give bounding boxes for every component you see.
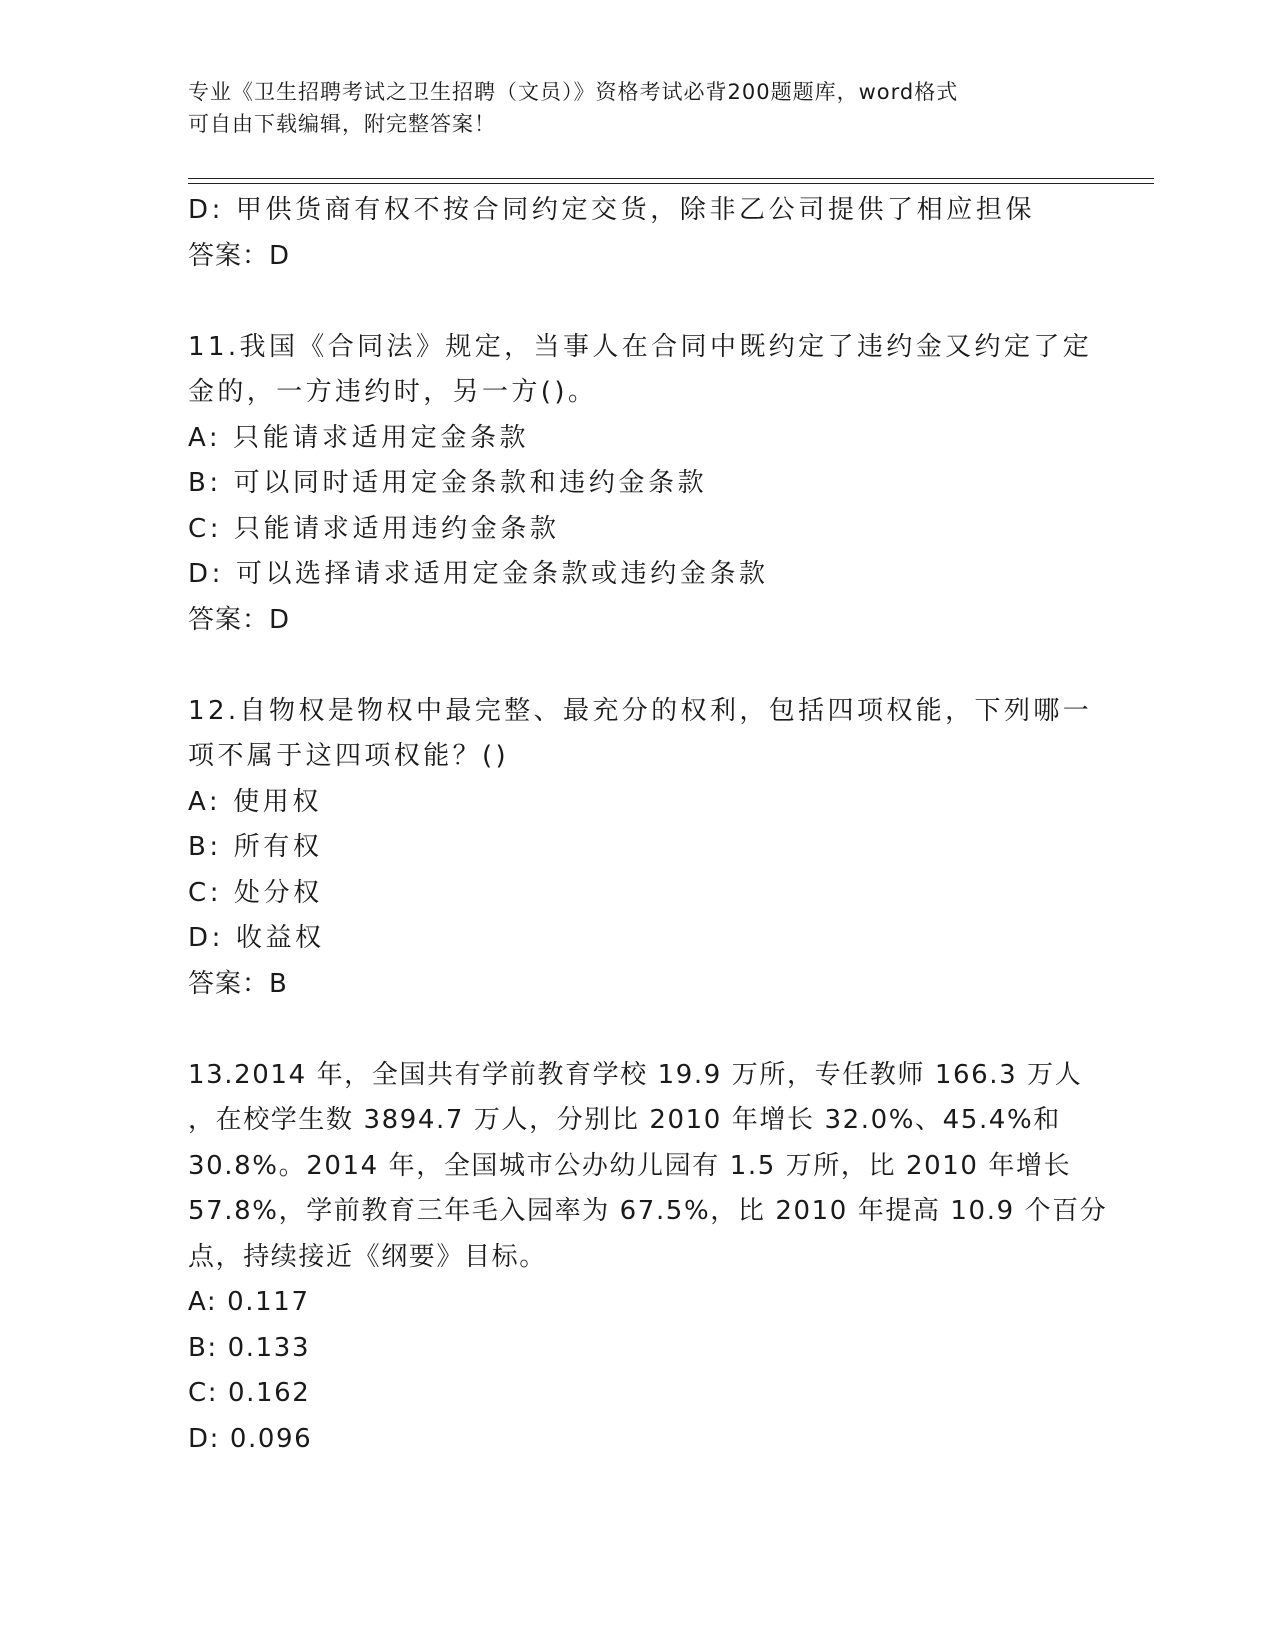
option-b: B: 0.133 — [188, 1332, 311, 1363]
option-a: A: 使用权 — [188, 786, 322, 817]
option-c: C: 0.162 — [188, 1378, 311, 1408]
question-stem — [188, 1053, 1108, 1281]
header-line-1: 专业《卫生招聘考试之卫生招聘（文员）》资格考试必背200题题库，word格式 — [188, 80, 959, 104]
stem-line: 57.8%，学前教育三年毛入园率为 67.5%，比 2010 年提高 10.9 个百分 — [188, 1196, 1108, 1226]
option-a: A: 0.117 — [188, 1287, 310, 1317]
answer-line: 答案：D — [188, 604, 291, 635]
option-c: C: 处分权 — [188, 877, 323, 908]
option-d: D: 可以选择请求适用定金条款或违约金条款 — [188, 559, 769, 589]
stem-line: 30.8%。2014 年，全国城市公办幼儿园有 1.5 万所，比 2010 年增长 — [188, 1150, 1072, 1181]
question-13 — [188, 1053, 1108, 1463]
stem-line: 金的，一方违约时，另一方()。 — [188, 377, 598, 407]
header-divider-top — [188, 178, 1154, 179]
stem-line: 11.我国《合同法》规定，当事人在合同中既约定了违约金又约定了定 — [188, 331, 1093, 362]
spacer — [188, 1007, 1088, 1053]
question-content — [188, 188, 1108, 1462]
header-line-2: 可自由下载编辑，附完整答案！ — [188, 112, 496, 136]
header-divider-bottom — [188, 183, 1154, 184]
spacer — [188, 643, 1088, 689]
option-c: C: 只能请求适用违约金条款 — [188, 513, 560, 544]
option-b: B: 可以同时适用定金条款和违约金条款 — [188, 468, 708, 498]
option-b: B: 所有权 — [188, 832, 323, 862]
option-d: D: 甲供货商有权不按合同约定交货，除非乙公司提供了相应担保 — [188, 195, 1036, 225]
spacer — [188, 279, 1088, 325]
answer-line: 答案：D — [188, 240, 291, 271]
stem-line: 项不属于这四项权能？() — [188, 741, 510, 771]
option-d: D: 收益权 — [188, 923, 325, 953]
document-header — [188, 76, 1068, 140]
stem-line: 12.自物权是物权中最完整、最充分的权利，包括四项权能，下列哪一 — [188, 695, 1093, 726]
question-stem — [188, 689, 1093, 780]
stem-line: 点，持续接近《纲要》目标。 — [188, 1241, 547, 1272]
option-d: D: 0.096 — [188, 1423, 313, 1454]
question-stem — [188, 325, 1093, 416]
question-12 — [188, 689, 1093, 1008]
option-a: A: 只能请求适用定金条款 — [188, 422, 530, 453]
previous-question-tail — [188, 188, 1088, 279]
question-11 — [188, 325, 1093, 644]
stem-line: ，在校学生数 3894.7 万人，分别比 2010 年增长 32.0%、45.4%和 — [188, 1105, 1061, 1135]
answer-line: 答案：B — [188, 968, 288, 999]
stem-line: 13.2014 年，全国共有学前教育学校 19.9 万所，专任教师 166.3 万人 — [188, 1059, 1083, 1090]
